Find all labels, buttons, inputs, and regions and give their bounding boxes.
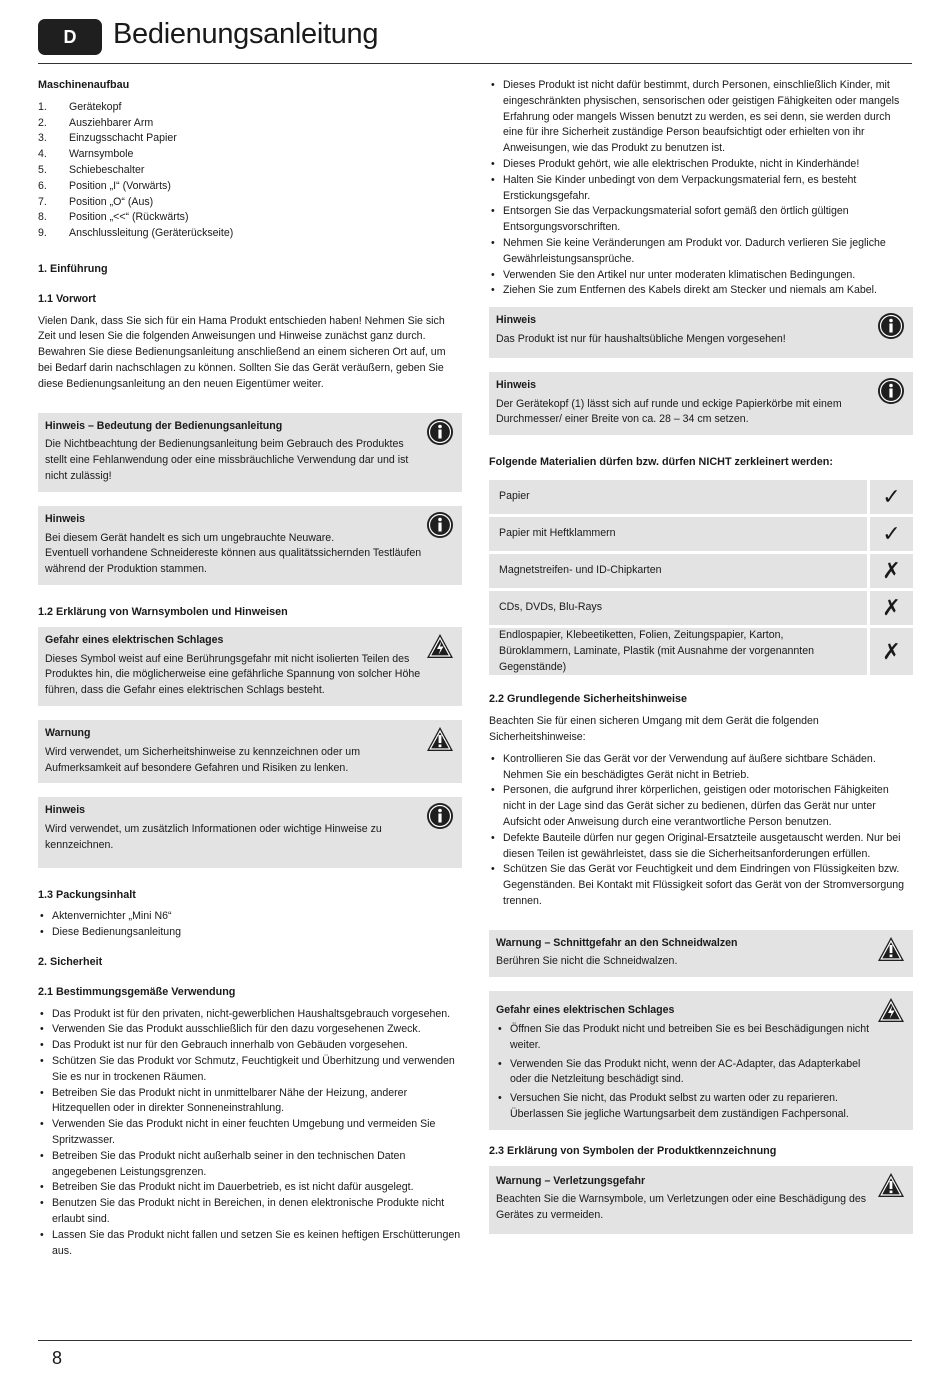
list-item: • Nehmen Sie keine Veränderungen am Produkt vor. Dadurch verlieren Sie jegliche Gewährleistungsansprüche. <box>489 236 913 268</box>
electric-shock-warning-icon <box>877 996 905 1024</box>
table-row <box>489 591 913 625</box>
danger-list <box>496 1022 873 1123</box>
list-item: • Betreiben Sie das Produkt nicht in unmittelbarer Nähe der Heizung, anderer Hitzequellen oder in direkter Sonneneinstrahlung. <box>38 1086 462 1118</box>
section-title-vorwort: 1.1 Vorwort <box>38 292 96 305</box>
page-header <box>38 12 912 64</box>
vorwort-text: Vielen Dank, dass Sie sich für ein Hama Produkt entschieden haben! Nehmen Sie sich Zeit und lesen Sie die folgenden Anweisungen und Hinweise zunächst ganz durch. Bewahren Sie diese Bedienungsanleitung anschließend an einem sicheren Ort auf, um bei Bedarf darin nachschlagen zu können. Sollten Sie das Gerät veräußern, geben Sie diese Bedienungsanleitung an den neuen Eigentümer weiter. <box>38 314 446 390</box>
list-item: • Verwenden Sie das Produkt nicht, wenn der AC-Adapter, das Adapterkabel oder die Netzleitung beschädigt sind. <box>496 1057 873 1089</box>
list-item: • Betreiben Sie das Produkt nicht im Dauerbetrieb, es ist nicht dafür ausgelegt. <box>38 1180 462 1196</box>
box-text: Dieses Symbol weist auf eine Berührungsgefahr mit nicht isolierten Teilen des Produktes hin, die möglicherweise eine gefährliche Spannung von solcher Höhe führen, dass die Gefahr eines elektrischen Schlags besteht. <box>45 652 421 697</box>
box-title: Hinweis <box>45 512 86 525</box>
parts-list <box>38 100 462 242</box>
list-item <box>38 116 462 132</box>
list-item: • Verwenden Sie das Produkt ausschließlich für den dazu vorgesehenen Zweck. <box>38 1022 462 1038</box>
section-title-warnsymbole: 1.2 Erklärung von Warnsymbolen und Hinweisen <box>38 605 288 618</box>
electric-shock-warning-icon <box>426 632 454 660</box>
item-text: Position „<<“ (Rückwärts) <box>69 211 189 224</box>
item-number: 7. <box>38 195 47 208</box>
warning-icon <box>877 1171 905 1199</box>
item-text: Position „O“ (Aus) <box>69 195 154 208</box>
list-item <box>38 226 462 242</box>
box-text: Bei diesem Gerät handelt es sich um ungebrauchte Neuware. <box>45 531 335 544</box>
table-row <box>489 517 913 551</box>
list-item: • Das Produkt ist für den privaten, nicht-gewerblichen Haushaltsgebrauch vorgesehen. <box>38 1007 462 1023</box>
left-column <box>38 78 462 1259</box>
safety-list-top <box>489 78 913 299</box>
info-icon <box>426 511 454 539</box>
box-title: Warnung – Verletzungsgefahr <box>496 1174 646 1187</box>
warning-box-schnitt <box>489 930 913 978</box>
box-title: Warnung – Schnittgefahr an den Schneidwalzen <box>496 936 738 949</box>
item-number: 4. <box>38 148 47 161</box>
list-item <box>38 179 462 195</box>
list-item: • Schützen Sie das Produkt vor Schmutz, Feuchtigkeit und Überhitzung und verwenden Sie es nur in trockenen Räumen. <box>38 1054 462 1086</box>
item-number: 2. <box>38 116 47 129</box>
box-text: Wird verwendet, um Sicherheitshinweise zu kennzeichnen oder um Aufmerksamkeit auf besondere Gefahren und Risiken zu lenken. <box>45 745 361 774</box>
materials-table <box>489 477 913 678</box>
list-item <box>38 100 462 116</box>
item-number: 5. <box>38 163 47 176</box>
section-title-verwendung: 2.1 Bestimmungsgemäße Verwendung <box>38 985 236 998</box>
section-title-sicherheit: 2. Sicherheit <box>38 956 103 969</box>
list-item: • Ziehen Sie zum Entfernen des Kabels direkt am Stecker und niemals am Kabel. <box>489 283 913 299</box>
list-item: • Entsorgen Sie das Verpackungsmaterial sofort gemäß den örtlich gültigen Entsorgungsvorschriften. <box>489 204 913 236</box>
danger-box-elektrisch <box>38 627 462 706</box>
warning-icon <box>877 935 905 963</box>
list-item <box>38 210 462 226</box>
box-text: Berühren Sie nicht die Schneidwalzen. <box>496 955 678 968</box>
document-title: Bedienungsanleitung <box>113 18 379 50</box>
material-label: Endlospapier, Klebeetiketten, Folien, Zeitungspapier, Karton, Büroklammern, Laminate, Plastik (mit Ausnahme der vorgenannten Gegenstände) <box>489 628 867 675</box>
list-item: • Dieses Produkt gehört, wie alle elektrischen Produkte, nicht in Kinderhände! <box>489 157 913 173</box>
list-item: • Schützen Sie das Gerät vor Feuchtigkeit und dem Eindringen von Flüssigkeiten bzw. Gegenständen. Bei Kontakt mit Flüssigkeit sofort das Gerät von der Stromversorgung trennen. <box>489 862 913 909</box>
list-item: • Öffnen Sie das Produkt nicht und betreiben Sie es bei Beschädigungen nicht weiter. <box>496 1022 873 1054</box>
item-text: Gerätekopf <box>69 100 122 113</box>
list-item: • Diese Bedienungsanleitung <box>38 925 462 941</box>
box-title: Hinweis <box>496 314 537 327</box>
box-text: Der Gerätekopf (1) lässt sich auf runde und eckige Papierkörbe mit einem Durchmesser/ einer Breite von ca. 28 – 34 cm setzen. <box>496 397 842 426</box>
check-icon: ✓ <box>867 480 913 514</box>
cross-icon: ✗ <box>867 591 913 625</box>
safety-intro: Beachten Sie für einen sicheren Umgang mit dem Gerät die folgenden Sicherheitshinweise: <box>489 715 819 743</box>
material-label: CDs, DVDs, Blu-Rays <box>489 591 867 625</box>
info-icon <box>877 312 905 340</box>
list-item: • Verwenden Sie das Produkt nicht in einer feuchten Umgebung und vermeiden Sie Spritzwasser. <box>38 1117 462 1149</box>
cross-icon: ✗ <box>867 554 913 588</box>
list-item: • Verwenden Sie den Artikel nur unter moderaten klimatischen Bedingungen. <box>489 268 913 284</box>
section-title-packungsinhalt: 1.3 Packungsinhalt <box>38 888 136 901</box>
item-text: Anschlussleitung (Geräterückseite) <box>69 227 234 240</box>
list-item: • Kontrollieren Sie das Gerät vor der Verwendung auf äußere sichtbare Schäden. Nehmen Sie ein beschädigtes Gerät nicht in Betrieb. <box>489 752 913 784</box>
info-box-geraetekopf <box>489 372 913 435</box>
item-number: 3. <box>38 132 47 145</box>
warning-box <box>38 720 462 783</box>
info-icon <box>426 418 454 446</box>
list-item: • Versuchen Sie nicht, das Produkt selbst zu warten oder zu reparieren. Überlassen Sie jegliche Wartungsarbeit dem zuständigen Fachpersonal. <box>496 1091 873 1123</box>
item-number: 8. <box>38 211 47 224</box>
language-badge: D <box>38 19 102 55</box>
table-row <box>489 480 913 514</box>
section-title-einfuehrung: 1. Einführung <box>38 262 108 275</box>
info-icon <box>426 802 454 830</box>
box-title: Gefahr eines elektrischen Schlages <box>45 633 224 646</box>
box-title: Gefahr eines elektrischen Schlages <box>496 1004 675 1017</box>
box-text: Beachten Sie die Warnsymbole, um Verletzungen oder eine Beschädigung des Gerätes zu vermeiden. <box>496 1193 867 1222</box>
list-item <box>38 163 462 179</box>
check-icon: ✓ <box>867 517 913 551</box>
list-item: • Das Produkt ist nur für den Gebrauch innerhalb von Gebäuden vorgesehen. <box>38 1038 462 1054</box>
section-title-maschinenaufbau: Maschinenaufbau <box>38 79 130 91</box>
package-list <box>38 909 462 941</box>
table-row <box>489 554 913 588</box>
page-number: 8 <box>52 1348 63 1368</box>
item-text: Position „I“ (Vorwärts) <box>69 179 171 192</box>
list-item: • Betreiben Sie das Produkt nicht außerhalb seiner in den technischen Daten angegebenen Leistungsgrenzen. <box>38 1149 462 1181</box>
box-title: Hinweis <box>45 804 86 817</box>
list-item: • Lassen Sie das Produkt nicht fallen und setzen Sie es keinen heftigen Erschütterungen aus. <box>38 1228 462 1260</box>
danger-box-elektrisch-2 <box>489 991 913 1130</box>
info-icon <box>877 377 905 405</box>
page-footer <box>38 1340 912 1368</box>
list-item <box>38 195 462 211</box>
list-item: • Defekte Bauteile dürfen nur gegen Original-Ersatzteile ausgetauscht werden. Nur bei diesen Teilen ist gewährleistet, dass sie die Sicherheitsanforderungen erfüllen. <box>489 831 913 863</box>
safety-list <box>489 752 913 910</box>
list-item <box>38 147 462 163</box>
item-text: Einzugsschacht Papier <box>69 132 177 145</box>
item-number: 6. <box>38 179 47 192</box>
item-text: Schiebeschalter <box>69 163 145 176</box>
info-box-mengen <box>489 307 913 358</box>
warning-icon <box>426 725 454 753</box>
materials-title: Folgende Materialien dürfen bzw. dürfen NICHT zerkleinert werden: <box>489 456 833 469</box>
usage-list <box>38 1007 462 1260</box>
item-text: Ausziehbarer Arm <box>69 116 154 129</box>
info-box-bedeutung <box>38 413 462 492</box>
info-box-neuware <box>38 506 462 585</box>
box-title: Warnung <box>45 726 91 739</box>
list-item <box>38 131 462 147</box>
section-title-produktkennzeichnung: 2.3 Erklärung von Symbolen der Produktkennzeichnung <box>489 1144 777 1157</box>
box-text: Das Produkt ist nur für haushaltsübliche Mengen vorgesehen! <box>496 332 786 345</box>
box-text: Die Nichtbeachtung der Bedienungsanleitung beim Gebrauch des Produktes stellt eine Fehlanwendung oder eine missbräuchliche Verwendung dar und ist nicht zulässig! <box>45 438 409 482</box>
item-number: 9. <box>38 227 47 240</box>
box-text: Eventuell vorhandene Schneidereste können aus qualitätssichernden Testläufen während der Produktion stammen. <box>45 547 422 576</box>
list-item: • Dieses Produkt ist nicht dafür bestimmt, durch Personen, einschließlich Kinder, mit eingeschränkten physischen, sensorischen oder geistigen Fähigkeiten oder mangels Erfahrung oder mangels Wissen benutzt zu werden, es sei denn, sie werden durch eine für ihre Sicherheit zuständige Person beaufsichtigt oder erhielten von ihr Anweisungen, wie das Produkt zu benutzen ist. <box>489 78 913 157</box>
cross-icon: ✗ <box>867 628 913 675</box>
material-label: Magnetstreifen- und ID-Chipkarten <box>489 554 867 588</box>
right-column <box>489 78 913 1234</box>
box-title: Hinweis <box>496 378 537 391</box>
list-item: • Benutzen Sie das Produkt nicht in Bereichen, in denen elektronische Produkte nicht erlaubt sind. <box>38 1196 462 1228</box>
section-title-grundlegende: 2.2 Grundlegende Sicherheitshinweise <box>489 693 688 706</box>
item-text: Warnsymbole <box>69 148 134 161</box>
list-item: • Halten Sie Kinder unbedingt von dem Verpackungsmaterial fern, es besteht Erstickungsgefahr. <box>489 173 913 205</box>
material-label: Papier <box>489 480 867 514</box>
box-title: Hinweis – Bedeutung der Bedienungsanleitung <box>45 419 283 432</box>
list-item: • Personen, die aufgrund ihrer körperlichen, geistigen oder motorischen Fähigkeiten nicht in der Lage sind das Gerät sicher zu bedienen, dürfen das Gerät nur unter Aufsicht oder Anweisung durch eine verantwortliche Person benutzen. <box>489 783 913 830</box>
item-number: 1. <box>38 100 47 113</box>
material-label: Papier mit Heftklammern <box>489 517 867 551</box>
box-text: Wird verwendet, um zusätzlich Informationen oder wichtige Hinweise zu kennzeichnen. <box>45 823 382 851</box>
warning-box-verletzung <box>489 1166 913 1234</box>
info-box-hinweis <box>38 797 462 867</box>
table-row <box>489 628 913 675</box>
list-item: • Aktenvernichter „Mini N6“ <box>38 909 462 925</box>
